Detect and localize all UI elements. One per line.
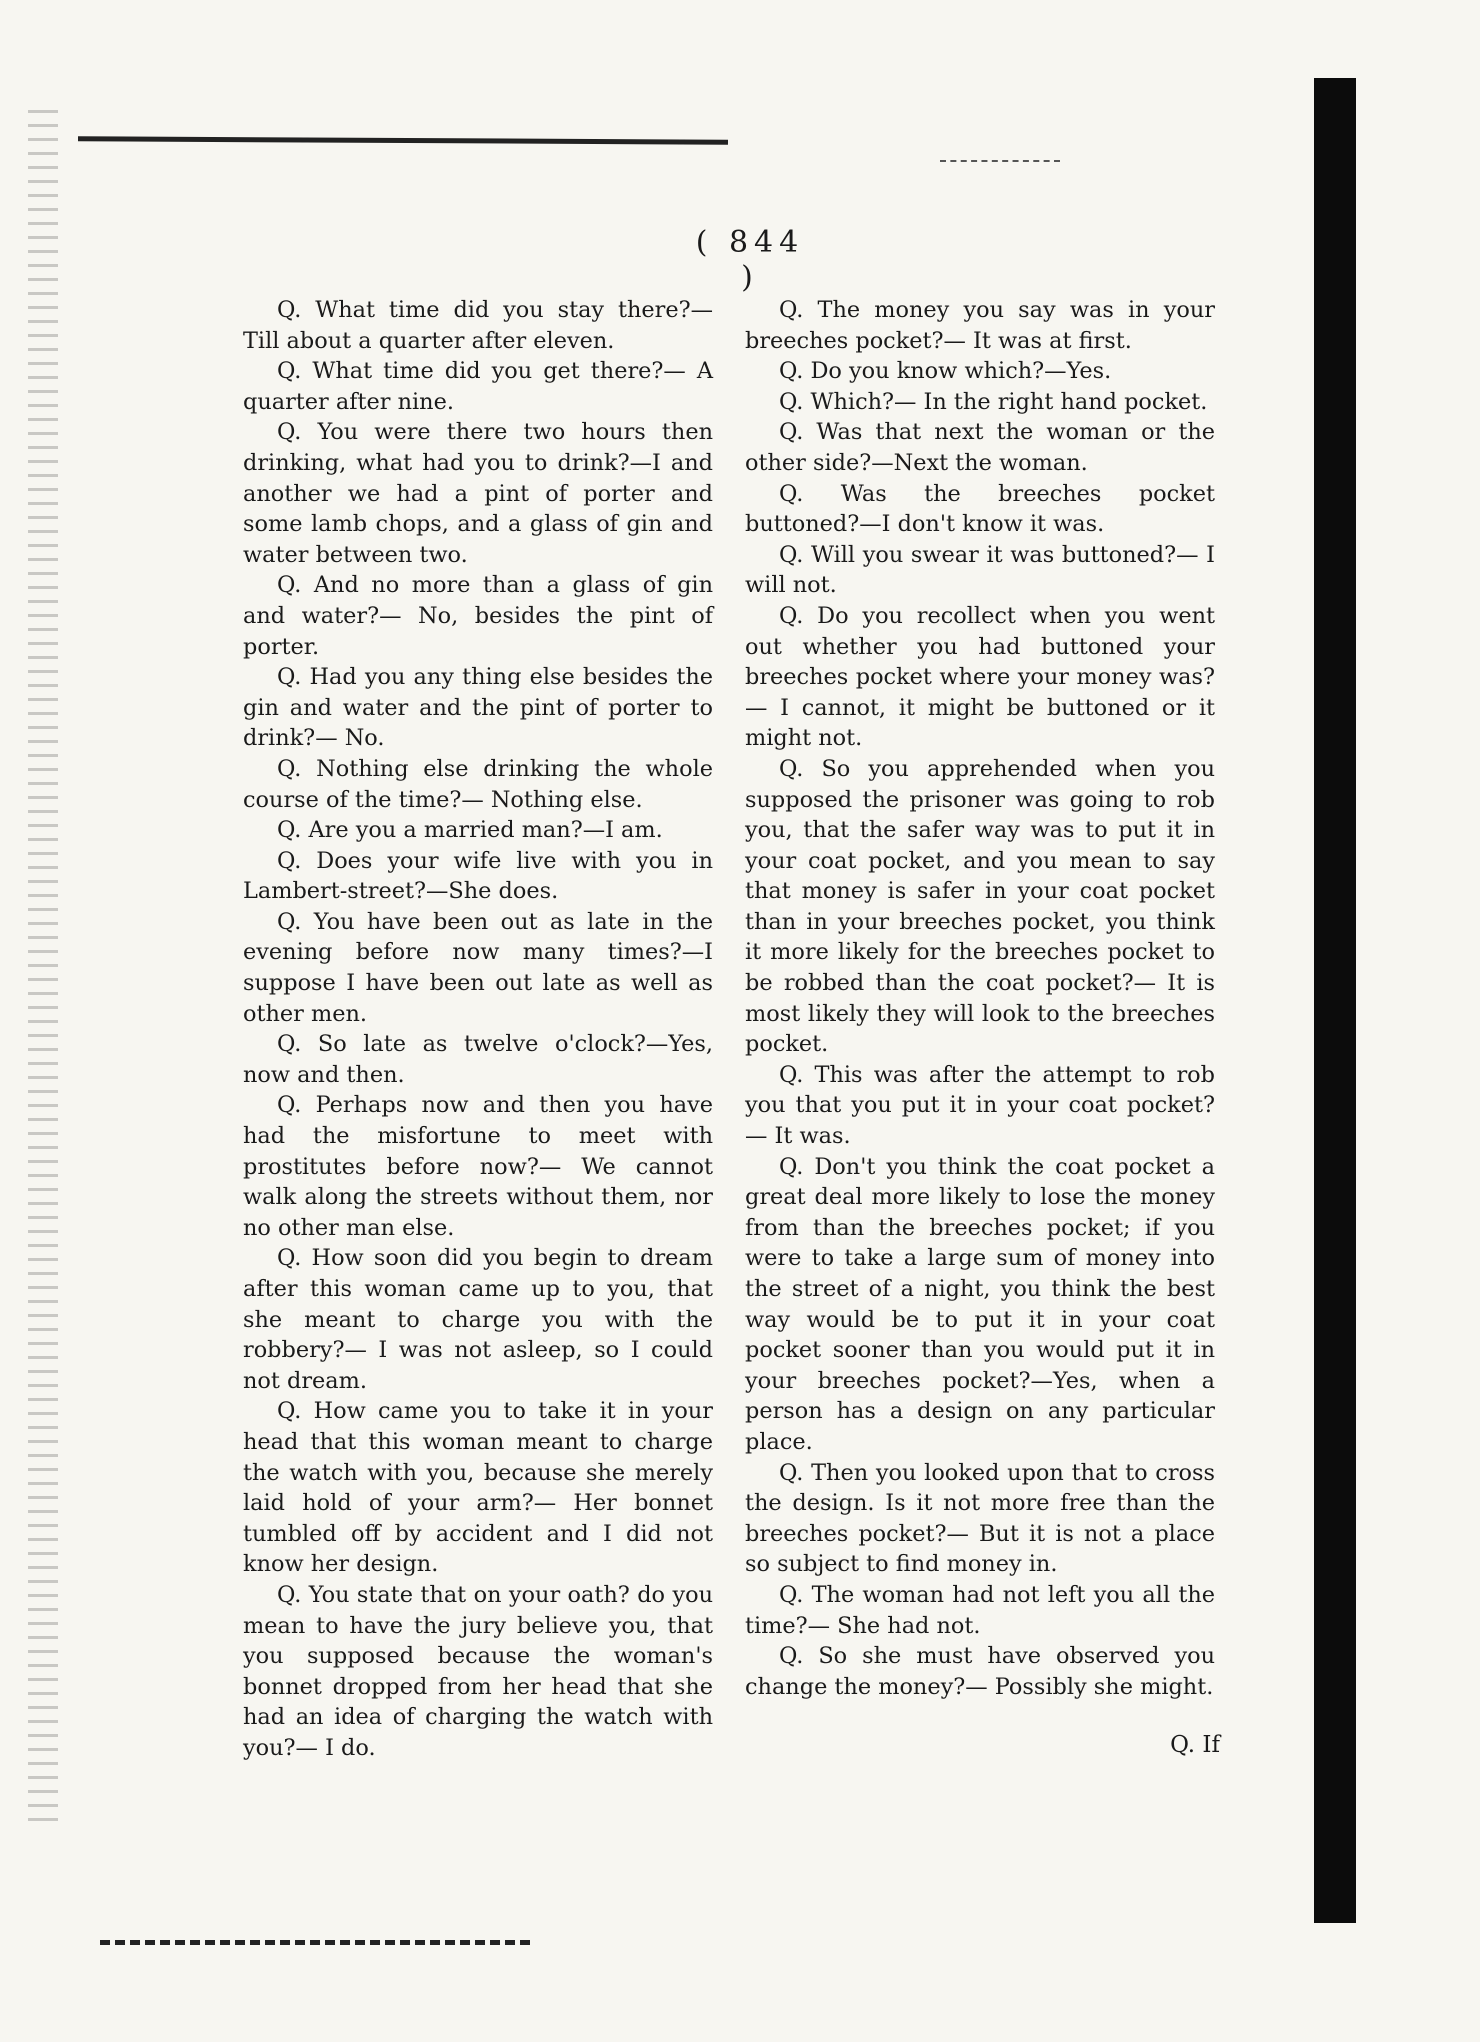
testimony-paragraph: Q. Was the breeches pocket buttoned?—I don't know it was. (745, 480, 1215, 538)
bottom-rule (100, 1940, 530, 1945)
testimony-paragraph: Q. What time did you stay there?— Till about a quarter after eleven. (243, 297, 713, 354)
page-number: ( 844 ) (695, 225, 805, 295)
scan-edge-bar (1314, 78, 1356, 1923)
testimony-paragraph: Q. Are you a married man?—I am. (277, 817, 663, 844)
testimony-paragraph: Q. What time did you get there?— A quarter after nine. (243, 358, 713, 415)
testimony-paragraph: Q. Which?— In the right hand pocket. (779, 388, 1208, 415)
testimony-paragraph: Q. You were there two hours then drinking, what had you to drink?—I and another we had a pint of porter and some lamb chops, and a glass of gin and water between two. (243, 419, 713, 568)
testimony-paragraph: Q. So you apprehended when you supposed the prisoner was going to rob you, that the safer way was to put it in your coat pocket, and you mean to say that money is safer in your coat pocket than in your breeches pocket, you think it more likely for the breeches pocket to be robbed than the coat pocket?— It is most likely they will look to the breeches pocket. (745, 755, 1215, 1058)
testimony-paragraph: Q. Nothing else drinking the whole course of the time?— Nothing else. (243, 755, 713, 813)
testimony-paragraph: Q. Do you know which?—Yes. (779, 358, 1112, 385)
testimony-paragraph: Q. Had you any thing else besides the gin and water and the pint of porter to drink?— No. (243, 664, 713, 752)
testimony-paragraph: Q. How soon did you begin to dream after this woman came up to you, that she meant to charge you with the robbery?— I was not asleep, so I could not dream. (243, 1245, 713, 1394)
testimony-paragraph: Q. You state that on your oath? do you mean to have the jury believe you, that you supposed because the woman's bonnet dropped from her head that she had an idea of charging the watch with you?— I do. (243, 1581, 713, 1761)
testimony-paragraph: Q. And no more than a glass of gin and water?— No, besides the pint of porter. (243, 572, 713, 660)
binding-edge-shadow (28, 110, 58, 1830)
testimony-paragraph: Q. You have been out as late in the evening before now many times?—I suppose I have been out late as well as other men. (243, 908, 713, 1027)
testimony-paragraph: Q. The money you say was in your breeches pocket?— It was at first. (745, 297, 1215, 354)
right-column (745, 295, 1215, 1702)
testimony-paragraph: Q. So late as twelve o'clock?—Yes, now and then. (243, 1031, 713, 1088)
testimony-paragraph: Q. So she must have observed you change the money?— Possibly she might. (745, 1643, 1215, 1700)
testimony-paragraph: Q. Do you recollect when you went out whether you had buttoned your breeches pocket where your money was?— I cannot, it might be buttoned or it might not. (745, 602, 1215, 752)
testimony-paragraph: Q. Does your wife live with you in Lambert-street?—She does. (243, 847, 713, 905)
testimony-paragraph: Q. This was after the attempt to rob you that you put it in your coat pocket? — It was. (745, 1061, 1215, 1150)
left-column (243, 295, 713, 1764)
testimony-paragraph: Q. Don't you think the coat pocket a great deal more likely to lose the money from than the breeches pocket; if you were to take a large sum of money into the street of a night, you think the best way would be to put it in your coat pocket sooner than you would put it in your breeches pocket?—Yes, when a person has a design on any particular place. (745, 1153, 1215, 1455)
testimony-paragraph: Q. Will you swear it was buttoned?— I will not. (745, 541, 1215, 599)
testimony-paragraph: Q. Perhaps now and then you have had the misfortune to meet with prostitutes before now?— We cannot walk along the streets without them, nor no other man else. (243, 1092, 713, 1241)
catchword: Q. If (1170, 1732, 1220, 1758)
testimony-paragraph: Q. Was that next the woman or the other side?—Next the woman. (745, 419, 1215, 476)
top-rule-fragment (940, 160, 1060, 162)
testimony-paragraph: Q. How came you to take it in your head that this woman meant to charge the watch with you, because she merely laid hold of your arm?— Her bonnet tumbled off by accident and I did not know her design. (243, 1398, 713, 1578)
top-rule (78, 136, 728, 144)
testimony-paragraph: Q. Then you looked upon that to cross the design. Is it not more free than the breeches pocket?— But it is not a place so subject to find money in. (745, 1459, 1215, 1578)
testimony-paragraph: Q. The woman had not left you all the time?— She had not. (745, 1581, 1215, 1639)
